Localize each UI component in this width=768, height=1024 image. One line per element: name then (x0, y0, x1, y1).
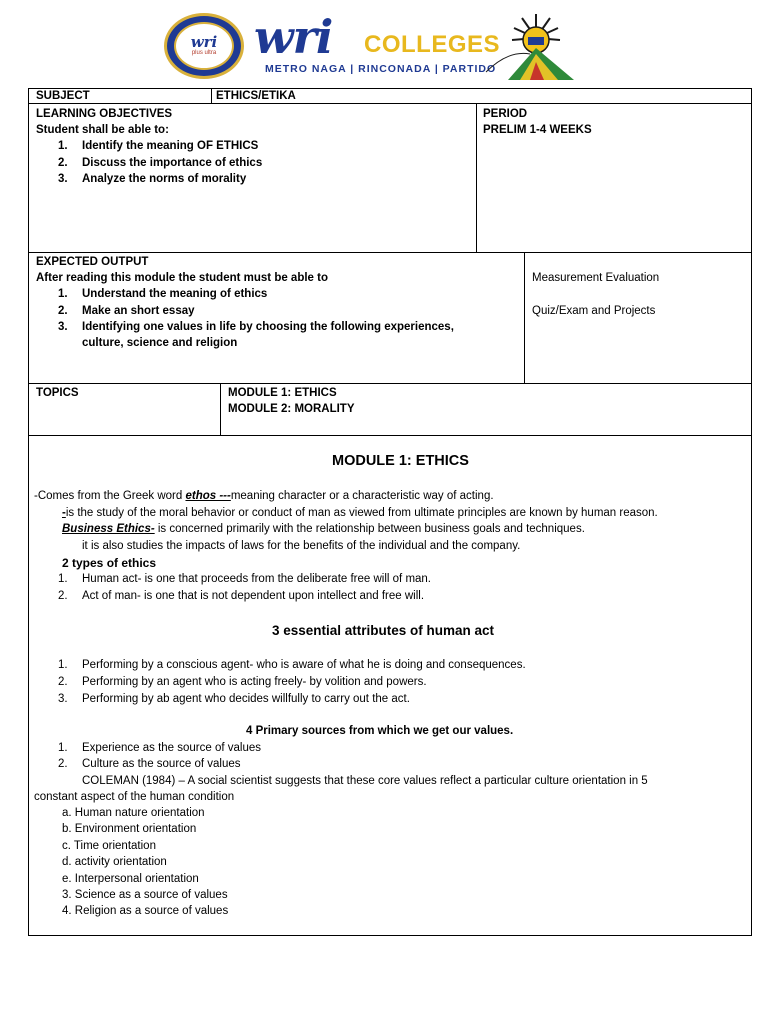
table-line (28, 935, 752, 936)
orientation-item: c. Time orientation (62, 840, 156, 852)
type-num: 1. (58, 573, 68, 585)
type-item: Human act- is one that proceeds from the deliberate free will of man. (82, 573, 432, 585)
types-heading: 2 types of ethics (62, 556, 157, 570)
table-line (28, 383, 752, 384)
campus-tagline: METRO NAGA | RINCONADA | PARTIDO (265, 63, 497, 75)
expected-item: Make an short essay (82, 305, 195, 317)
objective-num: 2. (58, 157, 68, 169)
topics-label: TOPICS (36, 387, 79, 399)
brand-colleges: COLLEGES (364, 31, 501, 58)
attribute-item: Performing by a conscious agent- who is aware of what he is doing and consequences. (82, 659, 526, 671)
p1-post: meaning character or a characteristic way of acting. (230, 490, 494, 502)
attribute-num: 3. (58, 693, 68, 705)
seal-subtext: plus ultra (191, 50, 217, 56)
expected-item: Identifying one values in life by choosing the following experiences, (82, 321, 454, 333)
module-paragraph-3 (62, 522, 585, 536)
p1-pre: -Comes from the Greek word (34, 490, 186, 502)
attributes-heading: 3 essential attributes of human act (272, 623, 495, 638)
objective-item: Analyze the norms of morality (82, 173, 247, 185)
table-line (28, 252, 752, 253)
expected-item: Understand the meaning of ethics (82, 288, 268, 300)
measurement-label: Measurement Evaluation (532, 272, 660, 284)
source-num: 2. (58, 758, 68, 770)
sources-heading: 4 Primary sources from which we get our values. (246, 725, 514, 737)
orientation-item: d. activity orientation (62, 856, 167, 868)
school-seal-logo (164, 13, 244, 79)
subject-label: SUBJECT (36, 90, 90, 102)
module-title: MODULE 1: ETHICS (332, 453, 469, 469)
objectives-heading: LEARNING OBJECTIVES (36, 108, 173, 120)
p1-emphasis: ethos --- (185, 490, 231, 502)
source-item: Experience as the source of values (82, 742, 261, 754)
table-line (28, 88, 752, 89)
expected-num: 2. (58, 305, 68, 317)
module-paragraph-1 (34, 489, 494, 503)
attribute-item: Performing by an agent who is acting freely- by volition and powers. (82, 676, 427, 688)
source-item-extra: 4. Religion as a source of values (62, 905, 229, 917)
topic-item: MODULE 2: MORALITY (228, 403, 355, 415)
attribute-num: 2. (58, 676, 68, 688)
p2-emphasis: - (62, 507, 66, 519)
objective-num: 1. (58, 140, 68, 152)
period-value: PRELIM 1-4 WEEKS (483, 124, 592, 136)
coleman-line-2: constant aspect of the human condition (34, 791, 235, 803)
source-item-extra: 3. Science as a source of values (62, 889, 228, 901)
table-line (28, 88, 29, 936)
orientation-item: a. Human nature orientation (62, 807, 205, 819)
table-line (476, 103, 477, 253)
objective-item: Discuss the importance of ethics (82, 157, 263, 169)
subject-value: ETHICS/ETIKA (216, 90, 296, 102)
table-line (220, 383, 221, 436)
expected-item-continued: culture, science and religion (82, 337, 238, 349)
attribute-item: Performing by ab agent who decides willfully to carry out the act. (82, 693, 410, 705)
expected-intro: After reading this module the student must be able to (36, 272, 328, 284)
topic-item: MODULE 1: ETHICS (228, 387, 337, 399)
expected-num: 1. (58, 288, 68, 300)
objective-num: 3. (58, 173, 68, 185)
objectives-intro: Student shall be able to: (36, 124, 169, 136)
table-line (524, 252, 525, 384)
module-paragraph-4: it is also studies the impacts of laws for the benefits of the individual and the company. (82, 540, 521, 552)
brand-wri: wri (254, 10, 333, 64)
type-item: Act of man- is one that is not dependent upon intellect and free will. (82, 590, 425, 602)
type-num: 2. (58, 590, 68, 602)
expected-num: 3. (58, 321, 68, 333)
orientation-item: b. Environment orientation (62, 823, 197, 835)
sun-emblem-logo (478, 10, 578, 84)
source-item: Culture as the source of values (82, 758, 241, 770)
coleman-line-1: COLEMAN (1984) – A social scientist suggests that these core values reflect a particular culture orientation in 5 (82, 775, 648, 787)
source-num: 1. (58, 742, 68, 754)
p2-post: is the study of the moral behavior or conduct of man as viewed from ultimate principles are known by human reason. (65, 507, 658, 519)
table-line (28, 435, 752, 436)
seal-center (174, 22, 234, 70)
seal-text: wri (190, 33, 218, 51)
attribute-num: 1. (58, 659, 68, 671)
orientation-item: e. Interpersonal orientation (62, 873, 199, 885)
table-line (751, 88, 752, 936)
table-line (28, 103, 752, 104)
measurement-value: Quiz/Exam and Projects (532, 305, 656, 317)
expected-heading: EXPECTED OUTPUT (36, 256, 149, 268)
p3-post: is concerned primarily with the relationship between business goals and techniques. (154, 523, 585, 535)
p3-emphasis: Business Ethics- (62, 523, 155, 535)
module-paragraph-2 (62, 506, 658, 520)
objective-item: Identify the meaning OF ETHICS (82, 140, 259, 152)
table-line (211, 88, 212, 104)
period-label: PERIOD (483, 108, 528, 120)
